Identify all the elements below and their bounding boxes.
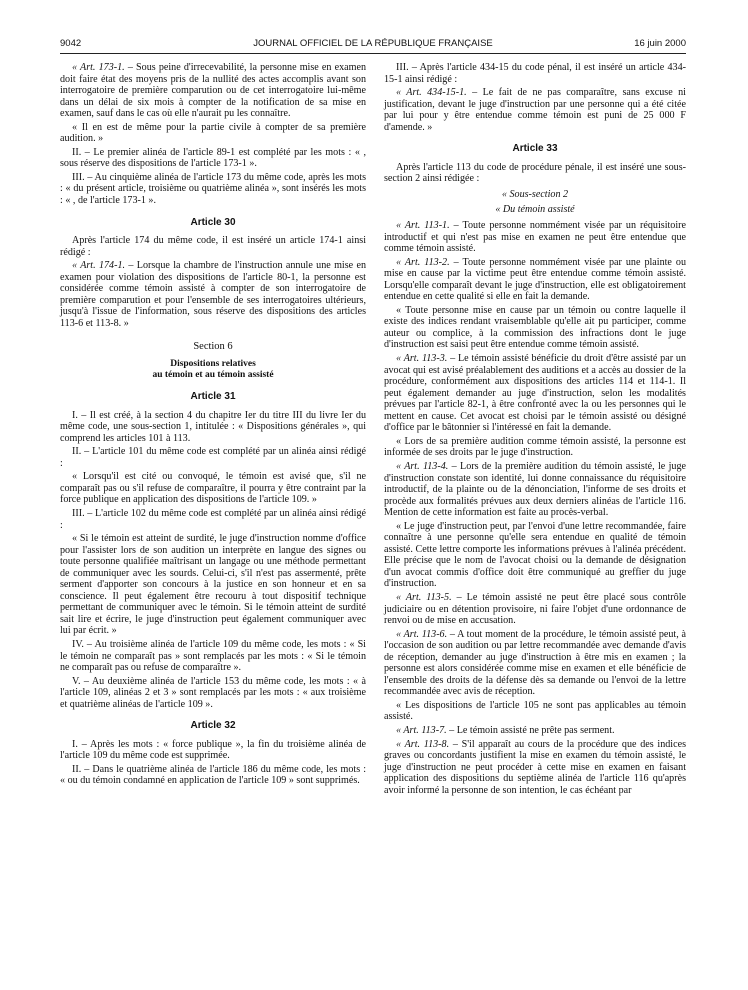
paragraph: « Art. 113-6. – A tout moment de la procédure, le témoin assisté peut, à l'occasion de son audition ou par lettre recommandée avec demande d'avis de réception, demander au juge d'instruction à être mis en examen ; la personne est alors considérée comme mise en examen et elle bénéficie de l'ensemble des droits de la défense dès sa demande ou l'envoi de la lettre recommandée avec avis de réception. <box>384 628 687 698</box>
paragraph: I. – Après les mots : « force publique », la fin du troisième alinéa de l'article 109 du même code est supprimée. <box>60 738 366 762</box>
paragraph: II. – Dans le quatrième alinéa de l'article 186 du même code, les mots : « ou du témoin condamné en application de l'article 109 » sont supprimés. <box>60 763 366 787</box>
section-heading: Section 6 <box>193 341 233 353</box>
article-ref: « Art. 174-1. <box>72 260 126 272</box>
article-heading: Article 32 <box>190 720 236 732</box>
paragraph: Après l'article 174 du même code, il est inséré un article 174-1 ainsi rédigé : <box>60 235 366 258</box>
header-rule <box>60 53 686 54</box>
left-column <box>60 62 366 789</box>
subsection-title: « Du témoin assisté <box>495 204 575 216</box>
paragraph: III. – Après l'article 434-15 du code pénal, il est inséré un article 434-15-1 ainsi rédigé : <box>384 62 686 85</box>
paragraph: II. – L'article 101 du même code est complété par un alinéa ainsi rédigé : <box>60 446 366 469</box>
article-heading: Article 30 <box>190 216 236 228</box>
paragraph: « Art. 173-1. – Sous peine d'irrecevabilité, la personne mise en examen doit faire état des moyens pris de la nullité des actes accomplis avant son interrogatoire de première comparution ou de cet interrogatoire lui-même dans un délai de six mois à compter de la notification de sa mise en examen, sauf dans le cas où elle n'aurait pu les connaître. <box>60 62 367 120</box>
article-heading: Article 31 <box>190 391 236 403</box>
right-column <box>384 62 686 798</box>
paragraph: Après l'article 113 du code de procédure pénale, il est inséré une sous-section 2 ainsi rédigée : <box>384 161 686 185</box>
paragraph: « Art. 113-8. – S'il apparaît au cours de la procédure que des indices graves ou concordants justifient la mise en examen du témoin assisté, le juge d'instruction ne peut procéder à cette mise en examen en faisant application des dispositions du septième alinéa de l'article 116 qu'après avoir informé la personne de son intention, le cas échéant par <box>384 738 686 796</box>
paragraph: V. – Au deuxième alinéa de l'article 153 du même code, les mots : « à l'article 109, alinéas 2 et 3 » sont remplacés par les mots : « aux troisième et quatrième alinéas de l'article 109 ». <box>60 675 366 710</box>
paragraph: « Lorsqu'il est cité ou convoqué, le témoin est avisé que, s'il ne comparaît pas ou s'il refuse de comparaître, il pourra y être contraint par la force publique en application des dispositions de l'article 109. » <box>60 471 366 506</box>
article-ref: « Art. 113-6. <box>396 628 448 640</box>
article-ref: « Art. 113-3. <box>396 353 448 365</box>
paragraph: II. – Le premier alinéa de l'article 89-1 est complété par les mots : « , sous réserve des dispositions de l'article 173-1 ». <box>60 146 366 170</box>
article-heading: Article 33 <box>512 143 558 155</box>
paragraph: I. – Il est créé, à la section 4 du chapitre Ier du titre III du livre Ier du même code, une sous-section 1, intitulée : « Dispositions générales », qui comprend les articles 101 à 113. <box>60 409 366 444</box>
paragraph: « Si le témoin est atteint de surdité, le juge d'instruction nomme d'office pour l'assister lors de son audition un interprète en langue des signes ou toute personne qualifiée maîtrisant un langage ou une méthode permettant de communiquer avec les sourds. Celui-ci, s'il n'est pas assermenté, prête serment d'apporter son concours à la justice en son honneur et en sa conscience. Il peut également être recouru à tout dispositif technique permettant de communiquer avec le témoin. Si le témoin atteint de surdité sait lire et écrire, le juge d'instruction peut également communiquer avec lui par écrit. » <box>60 533 366 637</box>
article-ref: « Art. 113-5. <box>396 591 452 603</box>
paragraph: « Art. 113-4. – Lors de la première audition du témoin assisté, le juge d'instruction constate son identité, lui donne connaissance du réquisitoire introductif, de la plainte ou de la dénonciation, l'informe de ses droits et procède aux formalités prévues aux deux derniers alinéas de l'article 116. Mention de cette information est faite au procès-verbal. <box>384 460 687 519</box>
article-ref: « Art. 113-7. <box>396 724 447 736</box>
paragraph: « Art. 113-3. – Le témoin assisté bénéficie du droit d'être assisté par un avocat qui est avisé préalablement des auditions et a accès au dossier de la procédure, conformément aux dispositions des articles 114 et 114-1. Il peut également demander au juge d'instruction, selon les modalités prévues par l'article 82-1, à être confronté avec la ou les personnes qui le mettent en cause. Cet avocat est choisi par le témoin assisté ou désigné d'office par le bâtonnier si l'intéressé en fait la demande. <box>384 353 686 434</box>
article-ref: « Art. 173-1. <box>72 62 125 73</box>
article-ref: « Art. 113-2. <box>396 256 450 268</box>
paragraph: « Art. 113-7. – Le témoin assisté ne prête pas serment. <box>396 724 615 736</box>
paragraph: « Le juge d'instruction peut, par l'envoi d'une lettre recommandée, faire connaître à une personne qu'elle sera entendue en qualité de témoin assisté. Cette lettre comporte les informations prévues à l'alinéa précédent. Elle précise que le nom de l'avocat choisi ou la demande de désignation d'un avocat commis d'office doit être communiqué au greffier du juge d'instruction. <box>384 520 686 590</box>
page-header <box>60 38 686 52</box>
paragraph: « Art. 113-5. – Le témoin assisté ne peut être placé sous contrôle judiciaire ou en détention provisoire, ni faire l'objet d'une ordonnance de renvoi ou de mise en accusation. <box>384 591 686 627</box>
paragraph: « Lors de sa première audition comme témoin assisté, la personne est informée de ses droits par le juge d'instruction. <box>384 435 686 459</box>
paragraph: IV. – Au troisième alinéa de l'article 109 du même code, les mots : « Si le témoin ne comparaît pas » sont remplacés par les mots : « Si le témoin ne comparaît pas ou refuse de comparaître ». <box>60 638 366 674</box>
article-ref: « Art. 113-4. <box>396 460 449 472</box>
paragraph: « Art. 113-2. – Toute personne nommément visée par une plainte ou mise en cause par la victime peut être entendue comme témoin assisté. Lorsqu'elle comparaît devant le juge d'instruction, elle est obligatoirement entendue en cette qualité si elle en fait la demande. <box>384 256 687 303</box>
section-subtitle: au témoin et au témoin assisté <box>152 370 274 381</box>
subsection-heading: « Sous-section 2 <box>501 188 569 200</box>
paragraph: « Art. 434-15-1. – Le fait de ne pas comparaître, sans excuse ni justification, devant le juge d'instruction par une personne qui a été citée par lui pour y être entendue comme témoin est puni de 25 000 F d'amende. » <box>384 87 686 133</box>
paragraph: III. – Au cinquième alinéa de l'article 173 du même code, après les mots : « du présent article, troisième ou quatrième alinéa », sont insérés les mots : « , de l'article 173-1 ». <box>60 171 366 207</box>
paragraph: « Art. 113-1. – Toute personne nommément visée par un réquisitoire introductif et qui n'est pas mise en examen ne peut être entendue que comme témoin assisté. <box>384 220 687 255</box>
section-subtitle: Dispositions relatives <box>170 359 256 370</box>
article-ref: « Art. 113-1. <box>396 220 450 232</box>
paragraph: III. – L'article 102 du même code est complété par un alinéa ainsi rédigé : <box>60 507 366 531</box>
issue-date: 16 juin 2000 <box>634 38 686 49</box>
page-number: 9042 <box>60 38 82 49</box>
paragraph: « Toute personne mise en cause par un témoin ou contre laquelle il existe des indices rendant vraisemblable qu'elle ait pu participer, comme auteur ou complice, à la commission des infractions dont le juge d'instruction est saisi peut être entendue comme témoin assisté. <box>384 304 686 351</box>
paragraph: « Il en est de même pour la partie civile à compter de sa première audition. » <box>60 121 366 145</box>
article-ref: « Art. 434-15-1. <box>396 87 467 99</box>
paragraph: « Art. 174-1. – Lorsque la chambre de l'instruction annule une mise en examen pour violation des dispositions de l'article 80-1, la personne est considérée comme témoin assisté à compter de son interrogatoire de première comparution et pour l'ensemble de ses interrogatoires ultérieurs, jusqu'à l'issue de l'information, sous réserve des dispositions des articles 113-6 et 113-8. » <box>60 260 366 329</box>
paragraph: « Les dispositions de l'article 105 ne sont pas applicables au témoin assisté. <box>384 699 686 723</box>
journal-title: JOURNAL OFFICIEL DE LA RÉPUBLIQUE FRANÇAISE <box>253 38 493 49</box>
article-ref: « Art. 113-8. <box>396 738 450 750</box>
